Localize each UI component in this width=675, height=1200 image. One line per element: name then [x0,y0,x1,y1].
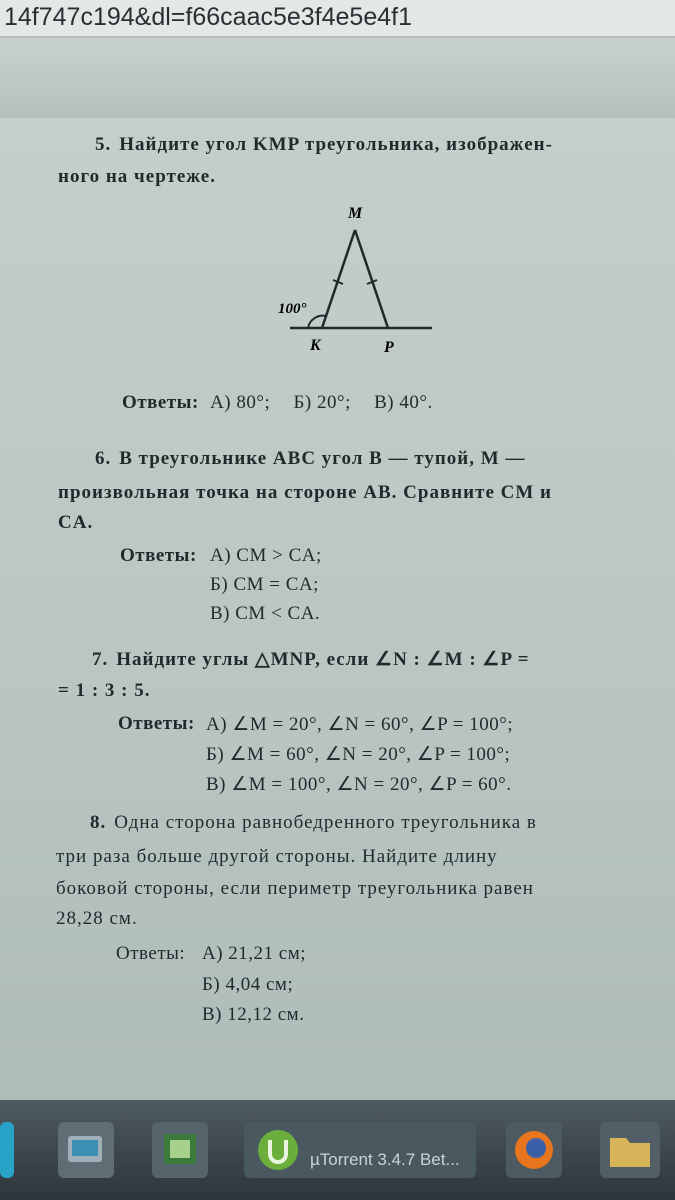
question-8-line-1: 8. Одна сторона равнобедренного треугольника в [90,812,537,833]
address-bar-text[interactable]: 14f747c194&dl=f66caac5e3f4e5e4f1 [0,0,675,38]
question-7-answers-label: Ответы: [118,713,195,734]
option-c: В) 40°. [374,392,433,413]
question-6-line-2: произвольная точка на стороне AB. Сравните CM и [58,482,552,503]
question-6-answers-label: Ответы: [120,545,197,566]
question-6-line-1: 6. В треугольнике ABC угол B — тупой, M — [95,448,526,469]
start-edge[interactable] [0,1122,14,1178]
question-6-number: 6. [95,448,112,469]
vertex-m-label: M [348,205,363,222]
utorrent-icon [250,1122,306,1178]
option-b: Б) 20°; [293,392,351,413]
answers-label: Ответы: [122,392,199,413]
question-8-line-2: три раза больше другой стороны. Найдите длину [56,846,498,867]
question-7-number: 7. [92,649,109,670]
question-5-line-1: 5. Найдите угол KMP треугольника, изображен- [95,134,553,155]
question-8-line-3: боковой стороны, если периметр треугольника равен [56,878,534,899]
question-8-option-a: А) 21,21 см; [202,943,307,964]
question-6-option-b: Б) CM = CA; [210,574,319,595]
question-7-option-a: А) ∠M = 20°, ∠N = 60°, ∠P = 100°; [206,714,514,735]
question-6-option-c: В) CM < CA. [210,603,321,624]
question-8-option-b: Б) 4,04 см; [202,974,294,995]
vertex-k-label: K [310,337,321,354]
question-5-answers [122,392,433,414]
angle-100-label: 100° [278,301,307,317]
folder-icon[interactable] [600,1122,660,1178]
question-7-line-1: 7. Найдите углы △MNP, если ∠N : ∠M : ∠P = [92,649,530,670]
explorer-icon[interactable] [58,1122,114,1178]
utorrent-taskbar-label: µTorrent 3.4.7 Bet... [310,1150,460,1169]
question-8-answers-label: Ответы: [116,943,186,964]
question-7-line-2: = 1 : 3 : 5. [58,680,151,701]
question-8-option-c: В) 12,12 см. [202,1004,305,1025]
side-mp [355,230,388,328]
question-5-number: 5. [95,134,112,155]
question-8-number: 8. [90,812,107,833]
spreadsheet-icon[interactable] [152,1122,208,1178]
question-6-line-3: CA. [58,512,94,533]
triangle-kmp-figure [270,200,450,360]
vertex-p-label: P [384,339,394,356]
question-7-option-b: Б) ∠M = 60°, ∠N = 20°, ∠P = 100°; [206,744,511,765]
question-8-line-4: 28,28 см. [56,908,138,929]
toolbar-area [0,38,675,120]
question-6-option-a: А) CM > CA; [210,545,322,566]
firefox-icon[interactable] [506,1122,562,1178]
question-5-line-2: ного на чертеже. [58,166,216,187]
option-a: А) 80°; [210,392,271,413]
side-km [322,230,355,328]
question-7-option-c: В) ∠M = 100°, ∠N = 20°, ∠P = 60°. [206,774,512,795]
